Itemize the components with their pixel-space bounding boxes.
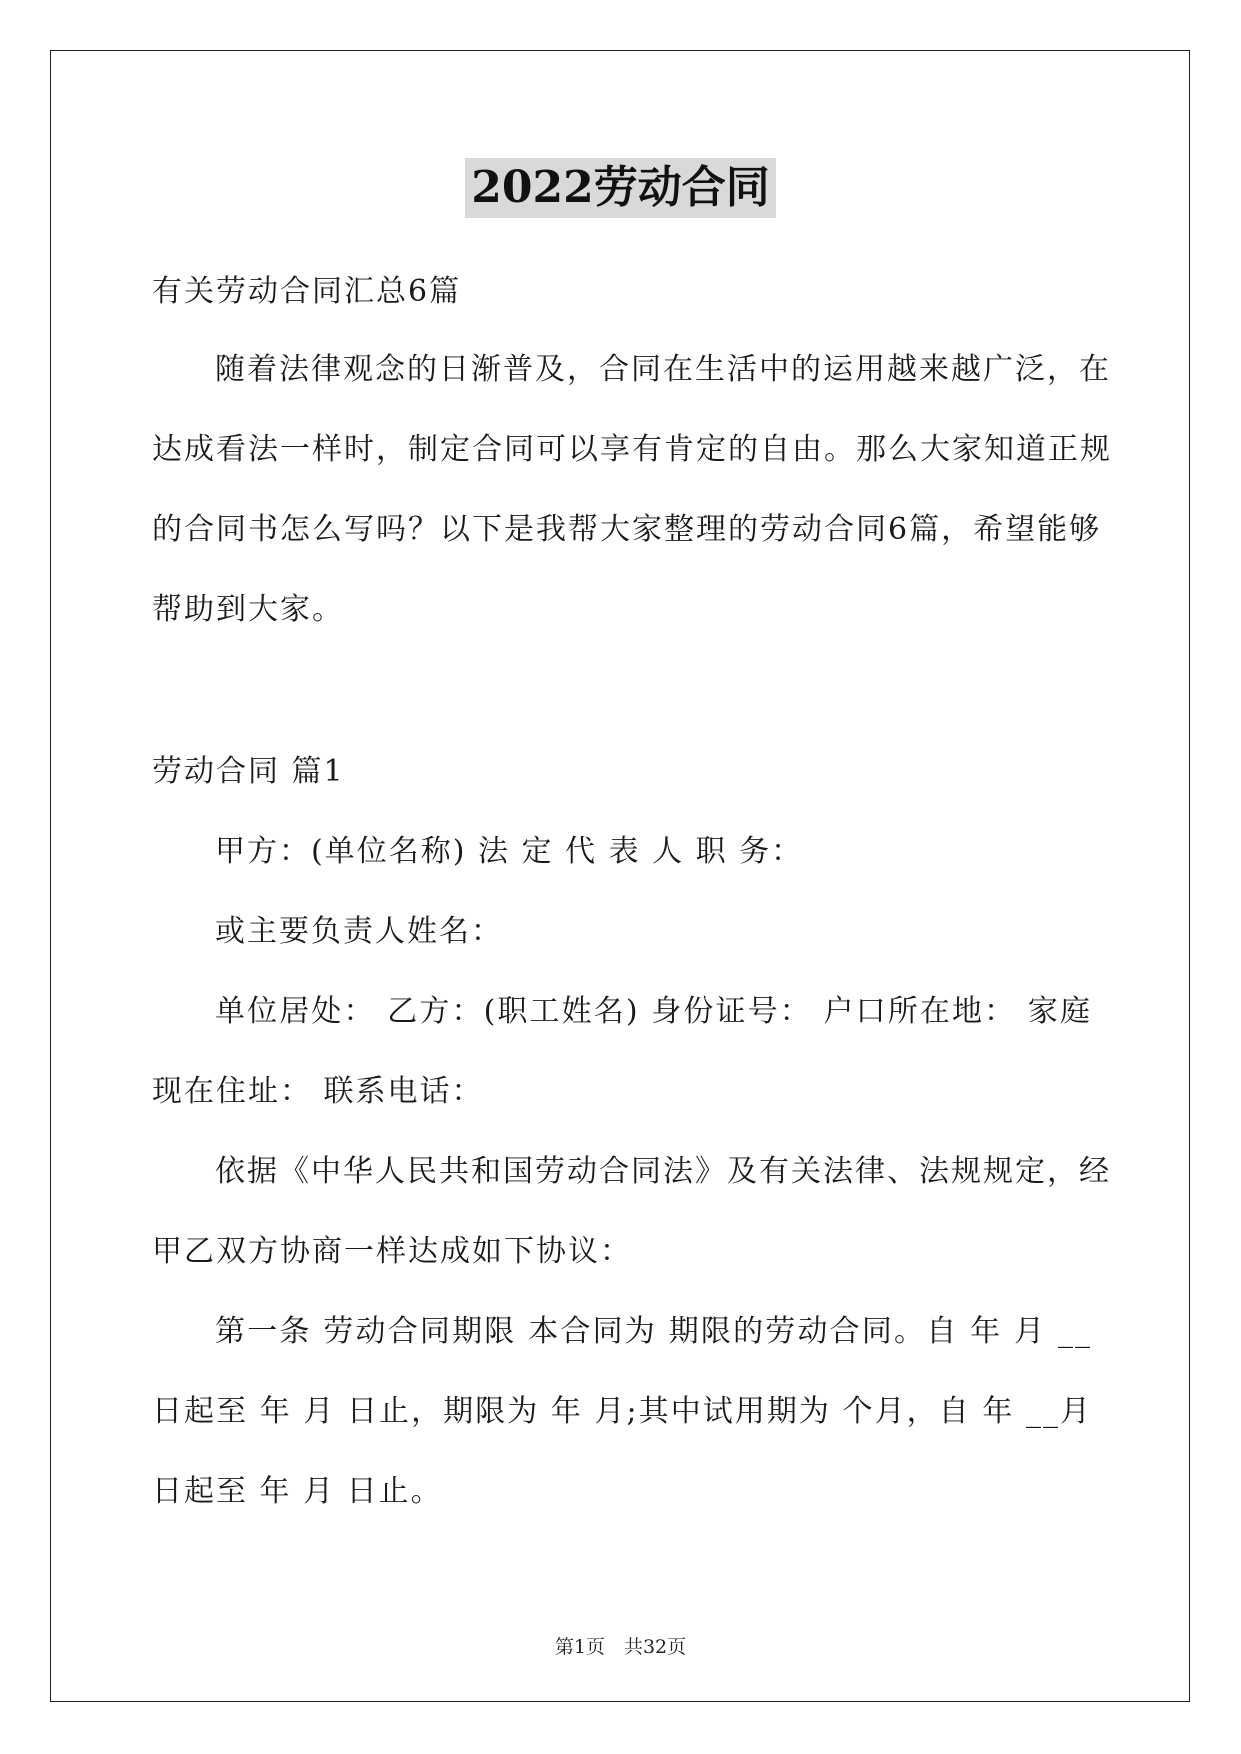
document-title: 2022劳动合同 [465,158,775,218]
contract-line-4: 现在住址： 联系电话： [152,1074,484,1109]
contract-line-7: 第一条 劳动合同期限 本合同为 期限的劳动合同。自 年 月 __ [215,1314,1092,1349]
contract-line-1: 甲方：(单位名称) 法 定 代 表 人 职 务： [215,834,804,869]
intro-line-1: 随着法律观念的日渐普及，合同在生活中的运用越来越广泛，在 [215,352,1111,387]
contract-line-6: 甲乙双方协商一样达成如下协议： [152,1234,632,1269]
contract-line-9: 日起至 年 月 日止。 [152,1474,443,1509]
contract-line-5: 依据《中华人民共和国劳动合同法》及有关法律、法规规定，经 [215,1154,1111,1189]
intro-line-3: 的合同书怎么写吗？以下是我帮大家整理的劳动合同6篇，希望能够 [152,512,1102,547]
intro-line-2: 达成看法一样时，制定合同可以享有肯定的自由。那么大家知道正规 [152,432,1112,467]
section-heading: 劳动合同 篇1 [152,754,345,789]
contract-line-8: 日起至 年 月 日止，期限为 年 月;其中试用期为 个月，自 年 __月 [152,1394,1092,1429]
subtitle: 有关劳动合同汇总6篇 [152,274,462,309]
intro-line-4: 帮助到大家。 [152,592,344,627]
contract-line-2: 或主要负责人姓名： [215,914,503,949]
document-title-wrap [0,158,1241,218]
page-number-footer: 第1页 共32页 [554,1636,687,1658]
contract-line-3: 单位居处： 乙方：(职工姓名) 身份证号： 户口所在地： 家庭 [215,994,1092,1029]
